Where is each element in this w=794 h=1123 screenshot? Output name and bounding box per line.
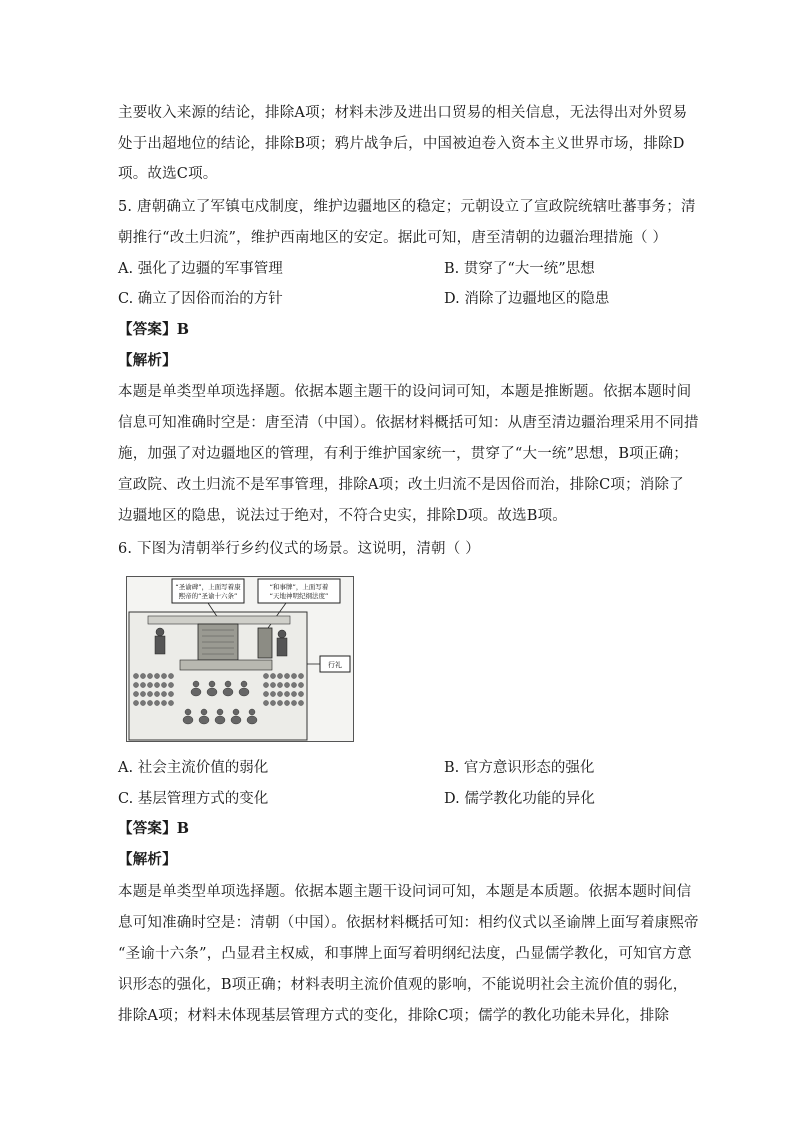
side-label: 行礼 <box>328 661 342 669</box>
q6-analysis-line-2: 息可知准确时空是：清朝（中国）。依据材料概括可知：相约仪式以圣谕牌上面写着康熙帝 <box>118 915 699 931</box>
q5-option-c: C. 确立了因俗而治的方针 <box>118 291 283 307</box>
q5-analysis-line-4: 宣政院、改土归流不是军事管理，排除A项；改土归流不是因俗而治，排除C项；消除了 <box>118 477 684 493</box>
label-right-line-2: “天地神明纪纲法度” <box>269 592 329 600</box>
prev-explanation-line-1: 主要收入来源的结论，排除A项；材料未涉及进出口贸易的相关信息，无法得出对外贸易 <box>118 105 688 121</box>
label-left-line-2: 熙帝的“圣谕十六条” <box>178 592 238 600</box>
q5-analysis-line-2: 信息可知准确时空是：唐至清（中国）。依据材料概括可知：从唐至清边疆治理采用不同措 <box>118 415 699 431</box>
prev-explanation-line-2: 处于出超地位的结论，排除B项；鸦片战争后，中国被迫卷入资本主义世界市场，排除D <box>118 136 685 152</box>
q5-stem-line-1: 5. 唐朝确立了军镇屯戍制度，维护边疆地区的稳定；元朝设立了宣政院统辖吐蕃事务；清 <box>118 199 696 215</box>
harmony-tablet <box>258 628 272 658</box>
q5-answer: 【答案】B <box>118 321 190 338</box>
q6-option-b: B. 官方意识形态的强化 <box>444 760 595 776</box>
q5-analysis-label: 【解析】 <box>118 352 177 369</box>
q6-stem: 6. 下图为清朝举行乡约仪式的场景。这说明，清朝（ ） <box>118 541 480 557</box>
label-right-line-1: “和事牌”，上面写着 <box>269 583 329 591</box>
q6-option-a: A. 社会主流价值的弱化 <box>118 760 269 776</box>
label-left-line-1: “圣谕碑”，上面写着康 <box>175 583 241 591</box>
q6-analysis-label: 【解析】 <box>118 851 177 868</box>
prev-explanation-line-3: 项。故选C项。 <box>118 166 218 182</box>
q6-option-c: C. 基层管理方式的变化 <box>118 791 269 807</box>
q6-answer: 【答案】B <box>118 820 190 837</box>
q5-analysis-line-5: 边疆地区的隐患，说法过于绝对，不符合史实，排除D项。故选B项。 <box>118 508 567 524</box>
q5-stem-line-2: 朝推行“改土归流”，维护西南地区的安定。据此可知，唐至清朝的边疆治理措施（ ） <box>118 230 668 246</box>
q6-analysis-line-1: 本题是单类型单项选择题。依据本题主题干设问词可知，本题是本质题。依据本题时间信 <box>118 884 692 900</box>
q6-analysis-line-5: 排除A项；材料未体现基层管理方式的变化，排除C项；儒学的教化功能未异化，排除 <box>118 1008 670 1024</box>
q5-option-d: D. 消除了边疆地区的隐患 <box>444 291 610 307</box>
q6-option-d: D. 儒学教化功能的异化 <box>444 791 595 807</box>
q5-analysis-line-1: 本题是单类型单项选择题。依据本题主题干的设问词可知，本题是推断题。依据本题时间 <box>118 384 692 400</box>
q6-analysis-line-4: 识形态的强化，B项正确；材料表明主流价值观的影响，不能说明社会主流价值的弱化， <box>118 977 688 993</box>
q6-analysis-line-3: “圣谕十六条”，凸显君主权威，和事牌上面写着明纲纪法度，凸显儒学教化，可知官方意 <box>118 946 692 962</box>
q5-option-b: B. 贯穿了“大一统”思想 <box>444 261 595 277</box>
q5-option-a: A. 强化了边疆的军事管理 <box>118 261 283 277</box>
q5-analysis-line-3: 施，加强了对边疆地区的管理，有利于维护国家统一，贯穿了“大一统”思想，B项正确； <box>118 446 688 462</box>
ceremony-illustration <box>126 576 354 742</box>
